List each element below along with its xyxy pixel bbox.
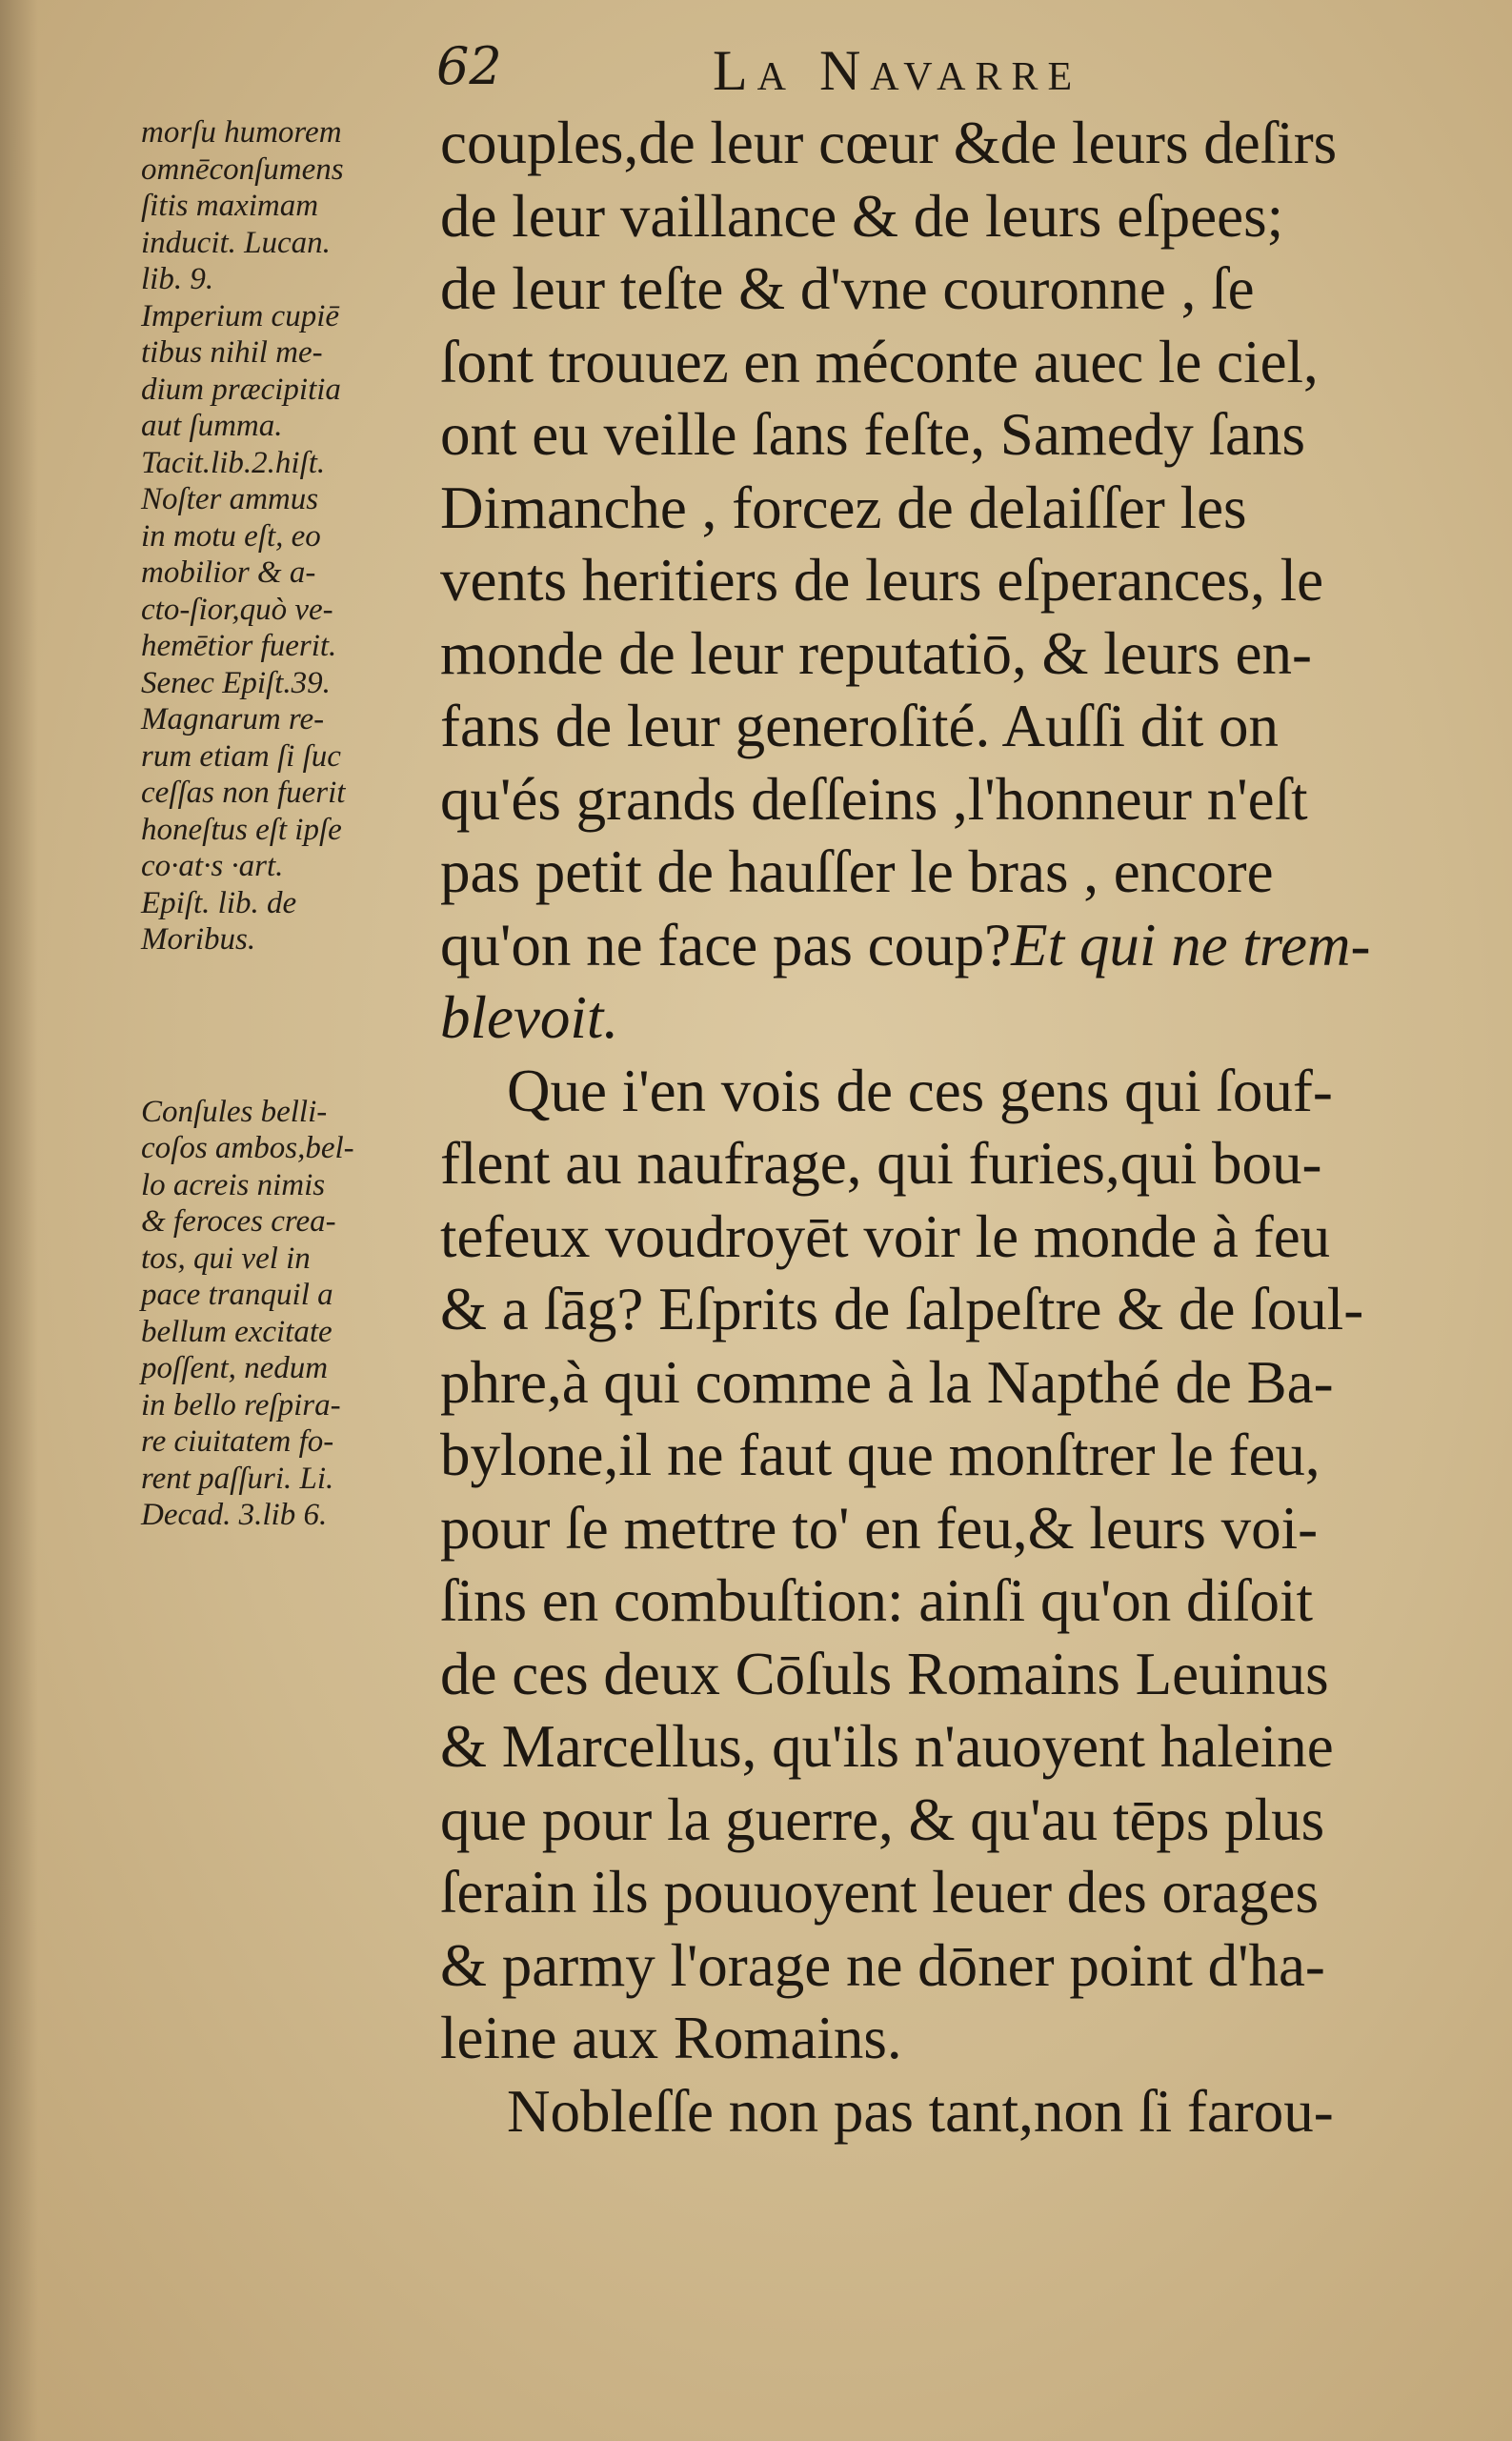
body-line: phre,à qui comme à la Napthé de Ba- — [440, 1348, 1334, 1416]
margin-note-line: Decad. 3.lib 6. — [141, 1498, 328, 1532]
body-line: flent au naufrage, qui furies,qui bou- — [440, 1130, 1322, 1197]
body-line: couples,de leur cœur &de leurs deſirs — [440, 110, 1338, 176]
margin-note-line: mobilior & a- — [141, 555, 316, 590]
body-line — [440, 909, 1412, 982]
margin-note-line: lo acreis nimis — [141, 1167, 326, 1202]
margin-note-line: & feroces crea- — [141, 1204, 336, 1239]
margin-note-line: bellum excitate — [141, 1314, 333, 1349]
margin-note-line: poſſent, nedum — [141, 1351, 329, 1385]
body-line: Nobleſſe non pas tant,non ſi farou- — [507, 2077, 1334, 2145]
body-line: & a ſāg? Eſprits de ſalpeſtre & de ſoul- — [440, 1276, 1364, 1342]
margin-note-line: Moribus. — [141, 922, 256, 957]
margin-note-line: morſu humorem — [141, 115, 342, 150]
page-edge-shadow — [0, 0, 38, 2441]
body-line: de ces deux Cōſuls Romains Leuinus — [440, 1640, 1329, 1707]
body-text — [440, 107, 1412, 2148]
margin-note-line: Epiſt. lib. de — [141, 885, 297, 920]
margin-note-line: cto-ſior,quò ve- — [141, 592, 333, 627]
body-line: monde de leur reputatiō, & leurs en- — [440, 619, 1312, 687]
margin-note-line: rum etiam ſi ſuc — [141, 738, 341, 774]
margin-note-line: aut ſumma. — [141, 409, 283, 443]
body-line: de leur vaillance & de leurs eſpees; — [440, 182, 1284, 250]
body-line-text: qu'on ne face pas coup? — [440, 911, 1012, 978]
body-line: blevoit. — [440, 984, 619, 1051]
margin-note-line: Magnarum re- — [141, 702, 325, 736]
body-line: Dimanche , forcez de delaiſſer les — [440, 474, 1247, 541]
body-line: ont eu veille ſans feſte, Samedy ſans — [440, 401, 1305, 468]
body-line: ſont trouuez en méconte auec le ciel, — [440, 328, 1319, 395]
margin-note-line: pace tranquil a — [141, 1278, 333, 1312]
body-line-italic: Et qui ne trem- — [1011, 911, 1371, 978]
margin-note-line: coſos ambos,bel- — [141, 1131, 354, 1165]
margin-notes — [141, 114, 432, 1534]
margin-note-line: dium præcipitia — [141, 372, 341, 407]
body-line: fans de leur generoſité. Auſſi dit on — [440, 693, 1280, 759]
margin-spacer — [141, 958, 432, 1094]
body-line: vents heritiers de leurs eſperances, le — [440, 547, 1324, 614]
body-line: ſins en combuſtion: ainſi qu'on diſoit — [440, 1567, 1314, 1634]
margin-note-line: tibus nihil me- — [141, 335, 323, 370]
margin-note-line: rent paſſuri. Li. — [141, 1461, 334, 1496]
body-line: pour ſe mettre to' en feu,& leurs voi- — [440, 1494, 1319, 1562]
margin-note-line: lib. 9. — [141, 262, 214, 296]
margin-note-line: honeſtus eſt ipſe — [141, 812, 342, 847]
margin-note-line: co·at·s ·art. — [141, 849, 284, 883]
body-line: de leur teſte & d'vne couronne , ſe — [440, 255, 1255, 322]
body-line: leine aux Romains. — [440, 2005, 902, 2071]
body-line: Que i'en vois de ces gens qui ſouf- — [507, 1057, 1333, 1124]
margin-note-line: Noſter ammus — [141, 482, 319, 516]
margin-note-line: Senec Epiſt.39. — [141, 665, 331, 700]
margin-note-line: ſitis maximam — [141, 189, 319, 223]
margin-note-line: ceſſas non fuerit — [141, 776, 346, 810]
body-line: bylone,il ne faut que monſtrer le feu, — [440, 1422, 1320, 1488]
margin-note-line: re ciuitatem fo- — [141, 1424, 334, 1459]
margin-note-line: hemētior fuerit. — [141, 629, 337, 663]
body-line: & parmy l'orage ne dōner point d'ha- — [440, 1931, 1325, 1999]
margin-note-line: Imperium cupiē — [141, 298, 340, 333]
body-line: ſerain ils pouuoyent leuer des orages — [440, 1859, 1319, 1926]
margin-note-line: tos, qui vel in — [141, 1241, 311, 1276]
running-title: La Navarre — [713, 39, 1082, 102]
body-line: que pour la guerre, & qu'au tēps plus — [440, 1785, 1325, 1853]
margin-note-line: Tacit.lib.2.hiſt. — [141, 445, 326, 480]
body-line: pas petit de hauſſer le bras , encore — [440, 838, 1274, 905]
margin-note-line: Conſules belli- — [141, 1094, 328, 1129]
margin-note-line: in bello reſpira- — [141, 1387, 341, 1422]
body-line: & Marcellus, qu'ils n'auoyent haleine — [440, 1713, 1334, 1780]
body-line: qu'és grands deſſeins ,l'honneur n'eſt — [440, 765, 1308, 833]
margin-note-line: inducit. Lucan. — [141, 225, 331, 260]
body-line: tefeux voudroyēt voir le monde à feu — [440, 1202, 1331, 1270]
page-number: 62 — [436, 36, 502, 96]
margin-note-line: in motu eſt, eo — [141, 518, 321, 554]
margin-note-line: omnēconſumens — [141, 151, 344, 187]
page-header — [436, 36, 1294, 112]
